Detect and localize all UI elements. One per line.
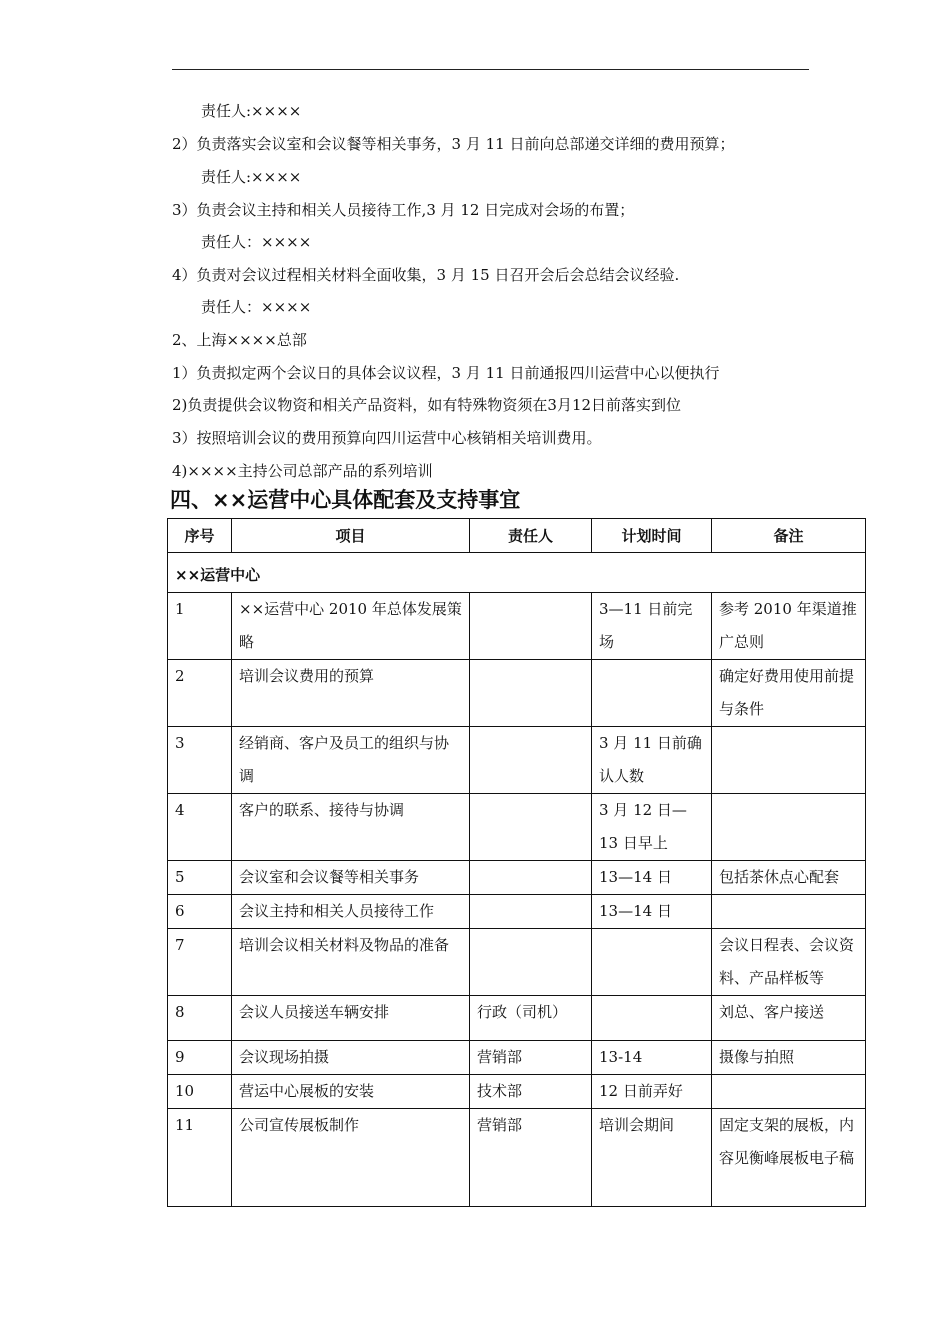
row-time: [592, 1075, 712, 1109]
row-item-text: ××运营中心 2010 年总体发展策略: [239, 600, 462, 651]
row-item: [232, 1075, 470, 1109]
task-item-4: 4）负责对会议过程相关材料全面收集，3 月 15 日召开会后会总结会议经验.: [172, 266, 680, 284]
row-owner-text: 营销部: [477, 1048, 523, 1066]
row-owner: [470, 727, 592, 794]
table-row: [168, 929, 866, 996]
row-time: [592, 727, 712, 794]
table-row: [168, 1109, 866, 1207]
row-index: [168, 660, 232, 727]
row-time-text: 13-14: [599, 1048, 643, 1066]
row-time: [592, 929, 712, 996]
table-row: [168, 727, 866, 794]
group-row: [168, 553, 866, 593]
row-index-text: 10: [175, 1082, 195, 1100]
row-note-text: 摄像与拍照: [719, 1048, 795, 1066]
row-index-text: 7: [175, 936, 185, 954]
row-index-text: 6: [175, 902, 185, 920]
row-note: [712, 1075, 866, 1109]
row-item-text: 会议现场拍摄: [239, 1048, 330, 1066]
row-item-text: 公司宣传展板制作: [239, 1116, 360, 1134]
table-row: [168, 660, 866, 727]
hq-task-4: 4)××××主持公司总部产品的系列培训: [172, 462, 433, 480]
table-row: [168, 861, 866, 895]
row-time: [592, 660, 712, 727]
row-time-text: 12 日前弄好: [599, 1082, 683, 1100]
row-index-text: 8: [175, 1003, 185, 1021]
row-item-text: 培训会议相关材料及物品的准备: [239, 936, 450, 954]
table-row: [168, 996, 866, 1041]
row-time-text: 培训会期间: [599, 1116, 675, 1134]
row-time: [592, 861, 712, 895]
header-note: 备注: [712, 519, 866, 553]
row-time: [592, 895, 712, 929]
row-note: [712, 794, 866, 861]
row-index: [168, 593, 232, 660]
row-note: [712, 861, 866, 895]
group-label: ××运营中心: [168, 553, 866, 593]
responsible-line: 责任人:××××: [201, 102, 302, 120]
row-time: [592, 1041, 712, 1075]
row-note-text: 会议日程表、会议资料、产品样板等: [719, 936, 855, 987]
task-item-2: 2）负责落实会议室和会议餐等相关事务，3 月 11 日前向总部递交详细的费用预算；: [172, 135, 735, 153]
row-item: [232, 929, 470, 996]
row-time: [592, 1109, 712, 1207]
row-time-text: 13—14 日: [599, 868, 672, 886]
row-item-text: 经销商、客户及员工的组织与协调: [239, 734, 450, 785]
row-time: [592, 794, 712, 861]
row-note: [712, 1109, 866, 1207]
table-header-row: [168, 519, 866, 553]
header-time: 计划时间: [592, 519, 712, 553]
row-owner-text: 技术部: [477, 1082, 523, 1100]
row-time: [592, 593, 712, 660]
row-index-text: 1: [175, 600, 185, 618]
header-index: 序号: [168, 519, 232, 553]
row-index: [168, 1109, 232, 1207]
row-time-text: 13—14 日: [599, 902, 672, 920]
row-index-text: 2: [175, 667, 185, 685]
row-owner: [470, 1075, 592, 1109]
row-item: [232, 660, 470, 727]
task-item-3: 3）负责会议主持和相关人员接待工作,3 月 12 日完成对会场的布置；: [172, 201, 635, 219]
row-note-text: 确定好费用使用前提与条件: [719, 667, 855, 718]
table-row: [168, 1041, 866, 1075]
row-note: [712, 929, 866, 996]
row-note: [712, 727, 866, 794]
responsible-line: 责任人：××××: [201, 298, 312, 316]
row-index: [168, 727, 232, 794]
row-item-text: 会议主持和相关人员接待工作: [239, 902, 435, 920]
row-index-text: 11: [175, 1116, 195, 1134]
section-heading: 四、××运营中心具体配套及支持事宜: [170, 488, 521, 512]
row-item: [232, 895, 470, 929]
row-index-text: 5: [175, 868, 185, 886]
row-owner-text: 营销部: [477, 1116, 523, 1134]
row-note: [712, 593, 866, 660]
row-owner: [470, 895, 592, 929]
row-item-text: 营运中心展板的安装: [239, 1082, 375, 1100]
row-note: [712, 996, 866, 1041]
row-owner: [470, 1109, 592, 1207]
row-owner: [470, 861, 592, 895]
row-item-text: 会议人员接送车辆安排: [239, 1003, 390, 1021]
row-index: [168, 996, 232, 1041]
row-owner: [470, 929, 592, 996]
table-row: [168, 895, 866, 929]
row-index: [168, 1041, 232, 1075]
row-time-text: 3—11 日前完场: [599, 600, 693, 651]
table-row: [168, 794, 866, 861]
row-owner-text: 行政（司机）: [477, 1003, 568, 1021]
row-index-text: 4: [175, 801, 185, 819]
row-note: [712, 660, 866, 727]
row-item: [232, 861, 470, 895]
row-time: [592, 996, 712, 1041]
row-note-text: 包括茶休点心配套: [719, 868, 840, 886]
row-index: [168, 895, 232, 929]
row-note-text: 固定支架的展板，内容见衡峰展板电子稿: [719, 1116, 855, 1167]
row-index-text: 3: [175, 734, 185, 752]
row-note: [712, 1041, 866, 1075]
row-time-text: 3 月 12 日—13 日早上: [599, 801, 687, 852]
row-note-text: 参考 2010 年渠道推广总则: [719, 600, 857, 651]
table-row: [168, 1075, 866, 1109]
row-index-text: 9: [175, 1048, 185, 1066]
responsible-line: 责任人:××××: [201, 168, 302, 186]
header-owner: 责任人: [470, 519, 592, 553]
row-index: [168, 1075, 232, 1109]
row-owner: [470, 1041, 592, 1075]
row-item: [232, 593, 470, 660]
row-item: [232, 794, 470, 861]
row-item: [232, 727, 470, 794]
responsible-line: 责任人：××××: [201, 233, 312, 251]
row-owner: [470, 996, 592, 1041]
row-item: [232, 1041, 470, 1075]
hq-task-2: 2)负责提供会议物资和相关产品资料，如有特殊物资须在3月12日前落实到位: [172, 396, 682, 414]
row-owner: [470, 794, 592, 861]
row-time-text: 3 月 11 日前确认人数: [599, 734, 702, 785]
row-item: [232, 1109, 470, 1207]
header-rule: [172, 69, 809, 70]
row-note: [712, 895, 866, 929]
support-plan-table: [167, 518, 866, 1207]
subsection-title: 2、上海××××总部: [172, 331, 307, 349]
hq-task-1: 1）负责拟定两个会议日的具体会议议程，3 月 11 日前通报四川运营中心以便执行: [172, 364, 720, 382]
row-item-text: 客户的联系、接待与协调: [239, 801, 405, 819]
table-row: [168, 593, 866, 660]
header-item: 项目: [232, 519, 470, 553]
row-item: [232, 996, 470, 1041]
row-owner: [470, 593, 592, 660]
row-note-text: 刘总、客户接送: [719, 1003, 825, 1021]
row-index: [168, 794, 232, 861]
hq-task-3: 3）按照培训会议的费用预算向四川运营中心核销相关培训费用。: [172, 429, 602, 447]
row-item-text: 培训会议费用的预算: [239, 667, 375, 685]
row-index: [168, 861, 232, 895]
row-index: [168, 929, 232, 996]
row-item-text: 会议室和会议餐等相关事务: [239, 868, 420, 886]
row-owner: [470, 660, 592, 727]
